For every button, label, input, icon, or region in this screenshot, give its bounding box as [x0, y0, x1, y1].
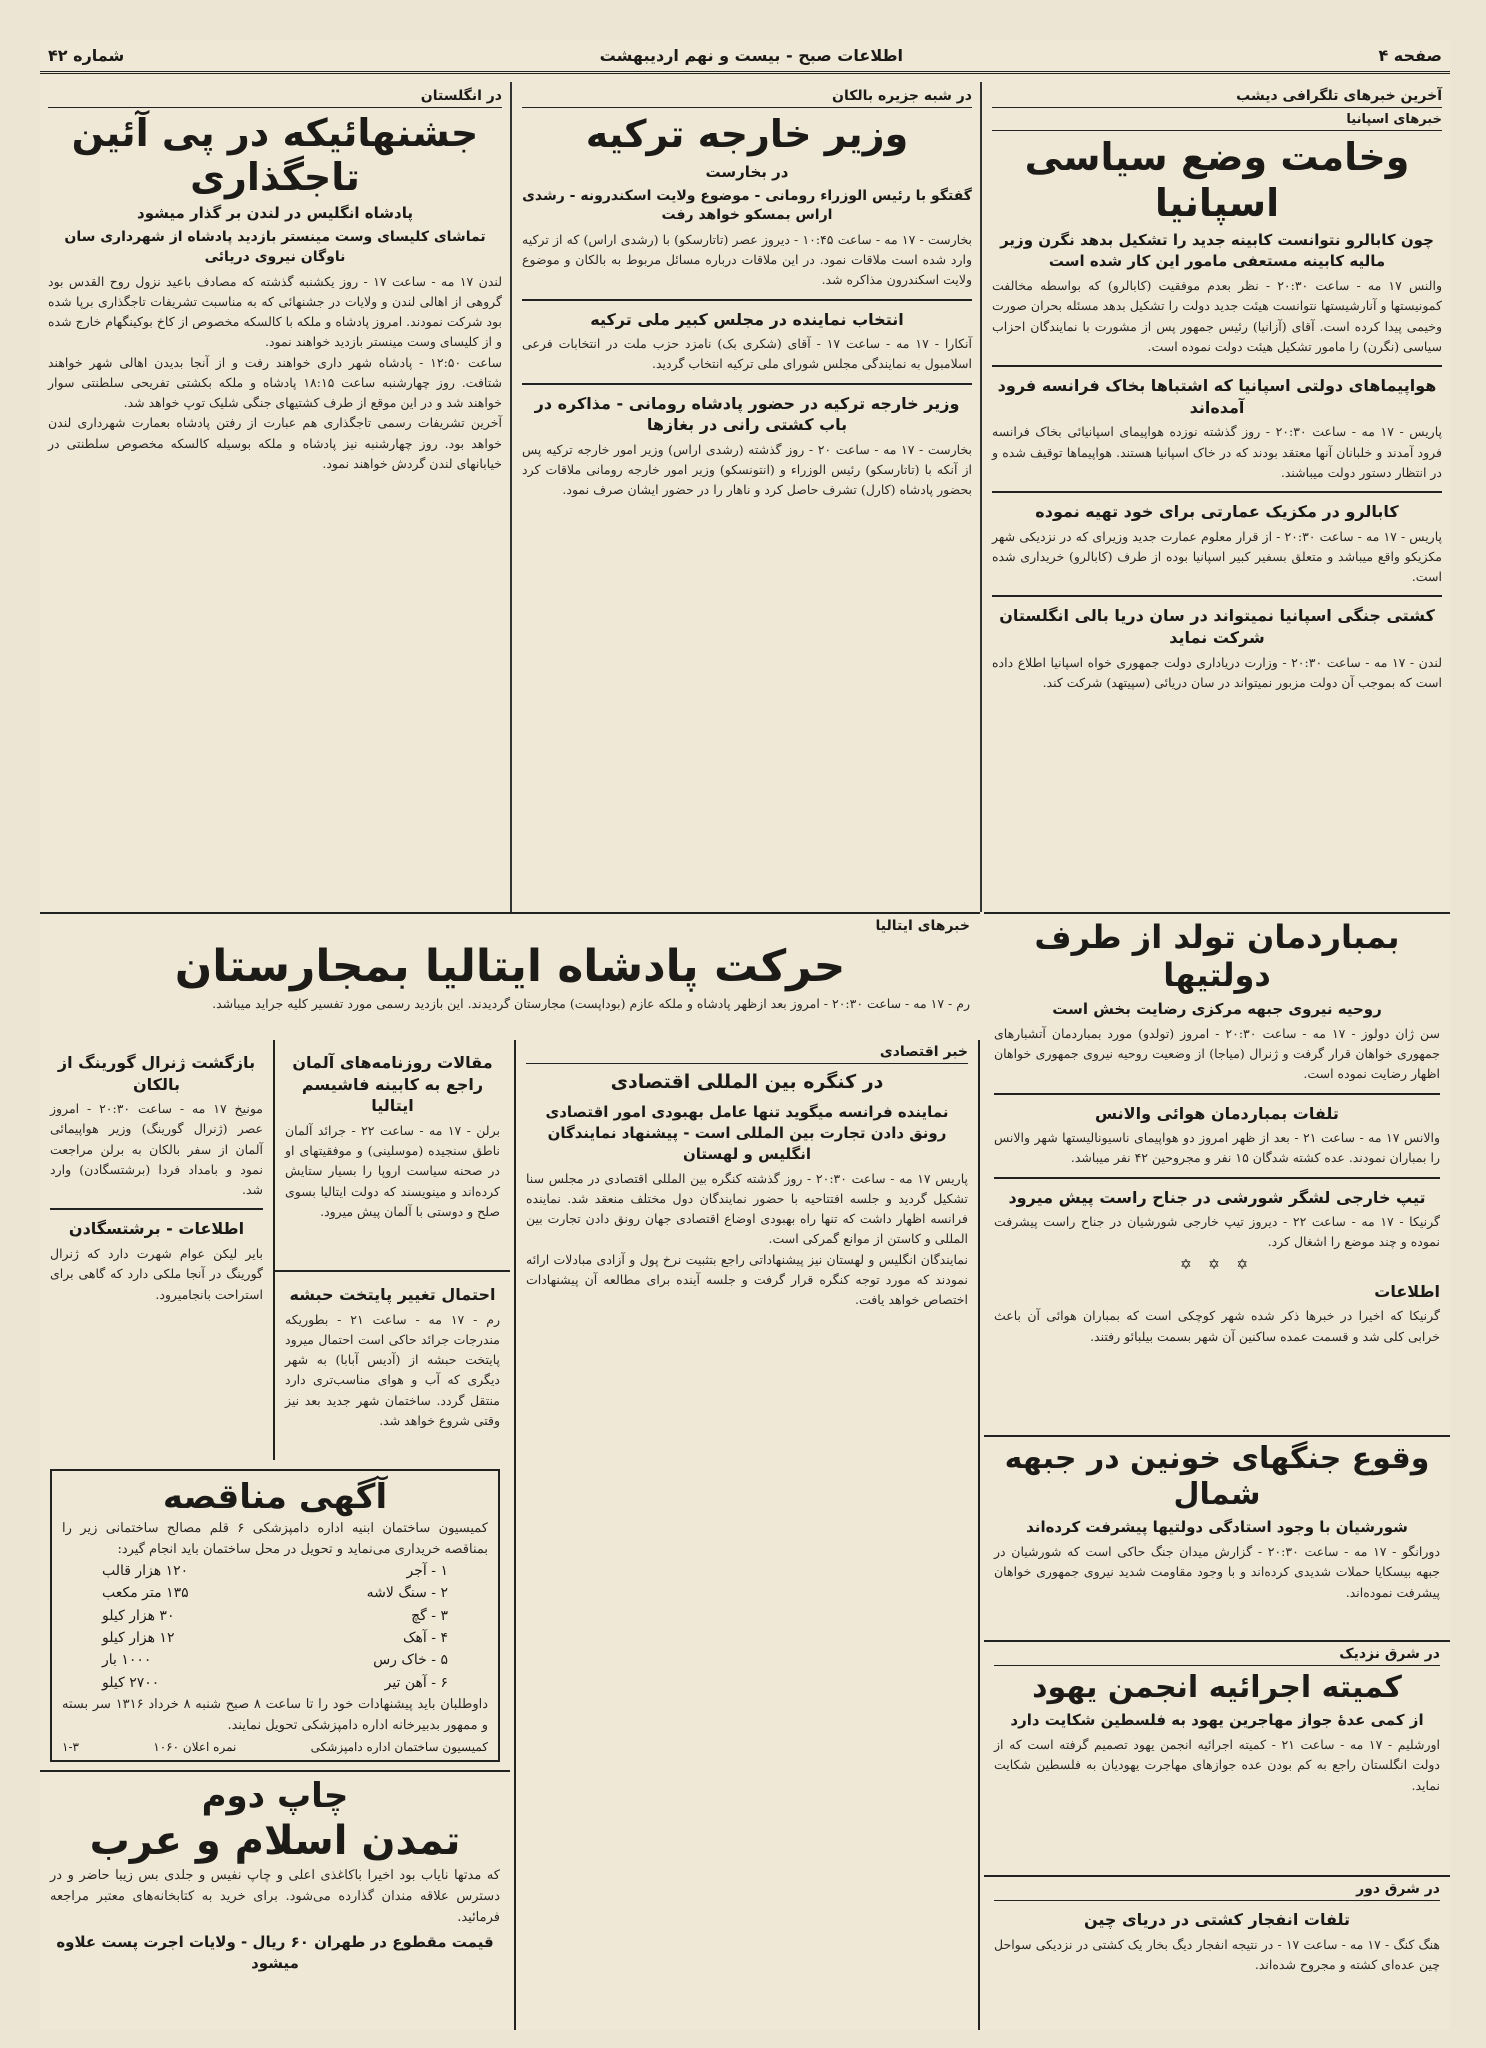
article-body: ساعت ۱۲:۵۰ - پادشاه شهر داری خواهند رفت و از آنجا بدیدن اهالی شهر خواهند شتافت. روز چهارشنبه ساعت ۱۸:۱۵ پادشاه و ملکه بکشتی تفریحی سلطنتی سوار خواهند شد و در این موقع از طرف کشتیهای جنگی شلیک توپ خواهد شد.: [48, 354, 502, 411]
divider: [994, 1177, 1440, 1179]
section-subtag: خبرهای اسپانیا: [992, 112, 1442, 131]
subheadline: شورشیان با وجود استادگی دولتیها پیشرفت کرده‌اند: [1026, 1518, 1408, 1536]
tender-item: ۴ - آهک ۱۲ هزار کیلو: [102, 1627, 448, 1649]
north-front-article: [984, 1435, 1450, 1635]
article-body: گرنیکا - ۱۷ مه - ساعت ۲۲ - دیروز تیپ خارجی شورشیان در جناح راست پیشرفت نموده و چند موضع را اشغال کرد.: [994, 1214, 1440, 1250]
article-body: رم - ۱۷ مه - ساعت ۲۱ - بطوریکه مندرجات جرائد حاکی است احتمال میرود پایتخت حبشه از (آدیس آبابا) به شهر دیگری که آب و هوای مناسب‌تری دارد منتقل گردد. ساختمان شهر جدید بعد نیز وقتی شروع خواهد شد.: [285, 1311, 501, 1428]
tender-ad: [40, 1465, 510, 1765]
article-headline: هواپیماهای دولتی اسپانیا که اشتباها بخاک فرانسه فرود آمده‌اند: [997, 376, 1437, 417]
article-headline: اطلاعات: [1374, 1281, 1440, 1301]
article-headline: احتمال تغییر پایتخت حبشه: [289, 1285, 496, 1304]
article-headline: تیپ خارجی لشگر شورشی در جناح راست پیش میرود: [1008, 1187, 1426, 1207]
article-headline: بازگشت ژنرال گورینگ از بالکان: [57, 1053, 256, 1094]
article-headline: اطلاعات - برشتسگادن: [68, 1219, 245, 1239]
tender-item-quantity: ۱۲ هزار کیلو: [102, 1630, 175, 1647]
tender-item-list: [62, 1560, 488, 1694]
article-body: بخارست - ۱۷ مه - ساعت ۱۰:۴۵ - دیروز عصر (تاتارسکو) با (رشدی اراس) که از ترکیه وارد شده است ملاقات نمود. در این ملاقات درباره مسائل مربوط به بالکان و موضوع ولایت اسکندرون مذاکره شد.: [522, 231, 973, 288]
tender-item: ۲ - سنگ لاشه ۱۳۵ متر مکعب: [102, 1582, 448, 1604]
tender-item-quantity: ۲۷۰۰ کیلو: [102, 1674, 160, 1691]
article-body: برلن - ۱۷ مه - ساعت ۲۲ - جرائد آلمان ناطق سنجیده (موسلینی) و موفقیتهای او در صحنه سیاست اروپا را بسیار ستایش کرده‌اند و مینویسند که دولت ایتالیا بسوی صلح و دوستی با آلمان پیش میرود.: [285, 1122, 500, 1219]
article-body: لندن ۱۷ مه - ساعت ۱۷ - روز یکشنبه گذشته که مصادف باعید نزول روح القدس بود گروهی از اهالی لندن و ولایات در جشنهائی که به مناسبت تشریفات تاجگذاری برپا شده بود شرکت نمودند. امروز پادشاه و ملکه با کالسکه مخصوص از کاخ بوکینگهام خارج شده و از کلیسای وست مینستر بازدید خواهند نمود.: [48, 273, 503, 350]
tender-item: ۵ - خاک رس ۱۰۰۰ بار: [102, 1649, 448, 1671]
tender-item-quantity: ۱۳۵ متر مکعب: [102, 1585, 189, 1602]
abyssinia-article: [275, 1270, 510, 1460]
tender-item-name: خاک رس: [373, 1652, 427, 1669]
tender-item-name: آهک: [403, 1630, 427, 1647]
column-divider: [980, 82, 982, 912]
book-ad-name: تمدن اسلام و عرب: [89, 1817, 461, 1864]
tender-signature: کمیسیون ساختمان اداره دامپزشکی: [310, 1740, 488, 1755]
article-body: رم - ۱۷ مه - ساعت ۲۰:۳۰ - امروز بعد ازظهر پادشاه و ملکه عازم (بوداپست) مجارستان گردیدند. این بازدید رسمی مورد تفسیر کلیه جراید میباشد.: [212, 995, 970, 1011]
subheadline: گفتگو با رئیس الوزراء رومانی - موضوع ولایت اسکندرونه - رشدی اراس بمسکو خواهد رفت: [522, 187, 972, 224]
article-body: سن ژان دولوز - ۱۷ مه - ساعت ۲۰:۳۰ - امروز (تولدو) مورد بمباردمان آتشبارهای جمهوری خواهان قرار گرفت و ژنرال (میاجا) از وضعیت روحیه نیروی جمهوری خواهان اظهار رضایت نموده است.: [994, 1025, 1441, 1082]
section-tag: در شرق دور: [994, 1881, 1440, 1901]
subheadline: نماینده فرانسه میگوید تنها عامل بهبودی امور اقتصادی رونق دادن تجارت بین المللی است - پیشنهاد نمایندگان انگلیس و لهستان: [545, 1102, 949, 1163]
article-headline: وزیر خارجه ترکیه در حضور پادشاه رومانی - مذاکره در باب کشتی رانی در بغازها: [534, 393, 960, 435]
book-ad-price: قیمت مقطوع در طهران ۶۰ ریال - ولایات اجرت پست علاوه میشود: [56, 1932, 494, 1972]
divider: [992, 491, 1442, 493]
turkey-column: [514, 82, 980, 1022]
subheadline: روحیه نیروی جبهه مرکزی رضایت بخش است: [1052, 999, 1382, 1018]
tender-item: ۳ - گچ ۳۰ هزار کیلو: [102, 1605, 448, 1627]
article-body: بخارست - ۱۷ مه - ساعت ۲۰ - روز گذشته (رشدی اراس) وزیر امور خارجه ترکیه پس از آنکه با (تاتارسکو) رئیس الوزراء و (انتونسکو) وزیر امور خارجه رومانی ملاقات کرد بحضور پادشاه (کارل) تشرف حاصل کرد و ناهار را در حضور ایشان صرف نمود.: [522, 441, 972, 498]
turkey-headline: وزیر خارجه ترکیه: [585, 112, 909, 156]
tender-item-number: ۱: [440, 1562, 448, 1579]
article-body: والنس ۱۷ مه - ساعت ۲۰:۳۰ - نظر بعدم موفقیت (کابالرو) که بواسطه مخالفت کمونیستها و آنارشیستها نتوانست هیئت جدید دولت را تشکیل بدهد مسئله بحران صورت وخیمی پیدا کرده است. آقای (آزانیا) رئیس جمهور پس از مشورت با نمایندگان احزاب سیاسی (نگرن) را مامور تشکیل هیئت دولت نموده است.: [992, 278, 1442, 354]
book-ad-body: که مدتها نایاب بود اخیرا باکاغذی اعلی و چاپ نفیس و جلدی بس زیبا حاضر و در دسترس علاقه مندان گذارده می‌شود. برای خرید به کتابخانه‌های معتبر مراجعه فرمائید.: [50, 1867, 500, 1925]
subheadline: در بخارست: [705, 162, 789, 181]
newspaper-page: [40, 40, 1450, 2030]
tender-intro: کمیسیون ساختمان ابنیه اداره دامپزشکی ۶ قلم مصالح ساختمانی زیر را بمناقصه خریداری می‌نماید و تحویل در محل ساختمان باید انجام گیرد:: [62, 1520, 488, 1557]
paper-date: اطلاعات صبح - بیست و نهم اردیبهشت: [599, 46, 904, 65]
far-east-article: [984, 1875, 1450, 2030]
tender-headline: آگهی مناقصه: [162, 1477, 388, 1517]
section-tag: در شرق نزدیک: [994, 1646, 1440, 1666]
divider: [50, 1208, 263, 1210]
near-east-article: [984, 1640, 1450, 1870]
article-body: بایر لیکن عوام شهرت دارد که ژنرال گورینگ در آنجا ملکی دارد که گاهی برای استراحت بانجامیرود.: [50, 1246, 263, 1302]
article-body: والانس ۱۷ مه - ساعت ۲۱ - بعد از ظهر امروز دو هواپیمای ناسیونالیستها شهر والانس را بمباران نمودند. عده کشته شدگان ۱۵ نفر و مجروحین ۴۲ نفر میباشد.: [994, 1130, 1440, 1166]
section-tag: خبرهای ایتالیا: [875, 918, 970, 934]
england-headline: جشنهائیکه در پی آئین تاجگذاری: [71, 111, 479, 199]
section-tag: در شبه جزیره بالکان: [522, 88, 972, 108]
tender-item-name: آجر: [406, 1562, 427, 1579]
near-east-headline: کمیته اجرائیه انجمن یهود: [1032, 1670, 1402, 1705]
article-body: پاریس - ۱۷ مه - ساعت ۲۰:۳۰ - روز گذشته نوزده هواپیمای اسپانیائی بخاک فرانسه فرود آمدند و خلبانان آنها معتقد بودند که در خاک اسپانیا هستند. هواپیماها توقیف شده و در انتظار دستور دولت میباشند.: [992, 424, 1442, 480]
spain-headline: وخامت وضع سیاسی اسپانیا: [1024, 135, 1410, 225]
divider: [992, 595, 1442, 597]
tender-item-number: ۶: [440, 1674, 448, 1691]
article-headline: مقالات روزنامه‌های آلمان راجع به کابینه فاشیسم ایتالیا: [292, 1053, 493, 1116]
divider: [992, 365, 1442, 367]
tender-item: ۱ - آجر ۱۲۰ هزار قالب: [102, 1560, 448, 1582]
tender-item-name: سنگ لاشه: [366, 1585, 427, 1602]
tender-item: ۶ - آهن تیر ۲۷۰۰ کیلو: [102, 1672, 448, 1694]
page-label: صفحه ۴: [1378, 46, 1442, 65]
tender-ref: نمره اعلان ۱۰۶۰: [153, 1740, 237, 1755]
article-body: لندن - ۱۷ مه - ساعت ۲۰:۳۰ - وزارت دریاداری دولت جمهوری خواه اسپانیا اطلاع داده است که بموجب آن دولت مزبور نمیتواند در سان دریائی (سپیتهد) شرکت کند.: [992, 654, 1443, 690]
tender-box: [50, 1469, 500, 1762]
tender-count: ۱-۳: [62, 1740, 79, 1755]
book-ad-title: چاپ دوم: [201, 1776, 349, 1816]
divider: [522, 383, 972, 385]
section-tag: خبر اقتصادی: [526, 1044, 968, 1064]
north-headline: وقوع جنگهای خونین در جبهه شمال: [1004, 1441, 1430, 1512]
column-divider: [510, 82, 512, 912]
article-body: هنگ کنگ - ۱۷ مه - ساعت ۱۷ - در نتیجه انفجار دیگ بخار یک کشتی در نزدیکی سواحل چین عده‌ای کشته و مجروح شده‌اند.: [994, 1936, 1441, 1972]
tender-item-quantity: ۳۰ هزار کیلو: [102, 1607, 175, 1624]
england-column: [40, 82, 510, 912]
tender-item-quantity: ۱۰۰۰ بار: [102, 1652, 152, 1669]
tender-item-quantity: ۱۲۰ هزار قالب: [102, 1562, 189, 1579]
economy-article: [514, 1040, 980, 2030]
article-body: اورشلیم - ۱۷ مه - ساعت ۲۱ - کمیته اجرائیه انجمن یهود تصمیم گرفته است که از دولت انگلستان راجع به کم بودن عده جوازهای مهاجرت یهودیان به فلسطین شکایت نماید.: [994, 1737, 1441, 1793]
article-body: پاریس - ۱۷ مه - ساعت ۲۰:۳۰ - از قرار معلوم عمارت جدید وزیرای که در نزدیکی شهر مکزیکو واقع میباشد و متعلق بسفیر کبیر اسپانیا بوده از طرف (کابالرو) خریداری شده است.: [992, 528, 1442, 585]
article-body: مونیخ ۱۷ مه - ساعت ۲۰:۳۰ - امروز عصر (ژنرال گورینگ) وزیر هواپیمائی آلمان از سفر بالکان به برلن مراجعت نمود و بامداد فردا (برشتسگادن) وارد شد.: [50, 1101, 264, 1198]
bombardment-article: [984, 912, 1450, 1432]
tender-item-number: ۳: [440, 1607, 448, 1624]
spain-subheadline: چون کابالرو نتوانست کابینه جدید را تشکیل بدهد نگرن وزیر مالیه کابینه مستعفی مامور این کار شده است: [1000, 231, 1434, 271]
divider: [994, 1093, 1440, 1095]
article-body: آنکارا - ۱۷ مه - ساعت ۱۷ - آقای (شکری بک) نامزد حزب ملت در انتخابات فرعی اسلامبول به نمایندگی مجلس شورای ملی ترکیه انتخاب گردید.: [522, 336, 973, 372]
article-headline: تلفات انفجار کشتی در دریای چین: [1083, 1910, 1351, 1929]
tender-item-number: ۲: [440, 1585, 448, 1602]
tender-item-name: گچ: [411, 1607, 427, 1624]
italy-headline: حرکت پادشاه ایتالیا بمجارستان: [174, 941, 846, 992]
goring-article: [40, 1040, 275, 1460]
italy-article: [40, 912, 980, 1032]
masthead: [40, 40, 1450, 74]
article-headline: کشتی جنگی اسپانیا نمیتواند در سان دریا بالی انگلستان شرکت نماید: [999, 606, 1435, 648]
subheadline: پادشاه انگلیس در لندن بر گذار میشود: [137, 204, 413, 223]
article-body: نمایندگان انگلیس و لهستان نیز پیشنهاداتی راجع بتثبیت نرخ پول و آزادی مبادلات ارائه نمودند که مورد توجه کنگره قرار گرفت و جلسه آینده برای مطالعه آن پیشنهادات اختصاص خواهد یافت.: [526, 1251, 968, 1308]
article-headline: کابالرو در مکزیک عمارتی برای خود تهیه نموده: [1035, 502, 1399, 522]
article-body: گرنیکا که اخیرا در خبرها ذکر شده شهر کوچکی است که بمباران هوائی آن باعث خرابی کلی شد و قسمت عمده ساکنین آن شهر بسمت بیلبائو رفتند.: [994, 1308, 1440, 1344]
article-headline: انتخاب نماینده در مجلس کبیر ملی ترکیه: [590, 309, 904, 329]
article-headline: تلفات بمباردمان هوائی والانس: [1095, 1103, 1339, 1123]
book-ad: [40, 1770, 510, 2030]
tender-item-name: آهن تیر: [384, 1674, 427, 1691]
section-tag: آخرین خبرهای تلگرافی دیشب: [992, 88, 1442, 108]
article-body: آخرین تشریفات رسمی تاجگذاری هم عبارت از رفتن پادشاه بعمارت شهرداری لندن خواهد بود. روز چهارشنبه نیز پادشاه و ملکه بوسیله کالسکه مخصوص سلطنتی در خیابانهای لندن گردش خواهند نمود.: [48, 415, 502, 471]
tender-item-number: ۴: [440, 1630, 448, 1647]
issue-number: شماره ۴۲: [48, 46, 125, 65]
section-tag: در انگلستان: [48, 88, 502, 108]
article-body: دورانگو - ۱۷ مه - ساعت ۲۰:۳۰ - گزارش میدان جنگ حاکی است که شورشیان در جبهه بیسکایا حملات شدیدی کرده‌اند و با وجود مقاومت شدید نیروی جمهوری خواهان پیشرفت نموده‌اند.: [994, 1544, 1441, 1600]
tender-footer: داوطلبان باید پیشنهادات خود را تا ساعت ۸ صبح شنبه ۸ خرداد ۱۳۱۶ سر بسته و ممهور بدبیرخانه اداره دامپزشکی تحویل نمایند.: [62, 1697, 488, 1734]
tender-item-number: ۵: [440, 1652, 448, 1669]
economy-headline: در کنگره بین المللی اقتصادی: [610, 1071, 884, 1093]
subheadline: از کمی عدۀ جواز مهاجرین یهود به فلسطین شکایت دارد: [1010, 1711, 1424, 1729]
divider: [522, 299, 972, 301]
spain-column: [984, 82, 1450, 912]
article-body: پاریس ۱۷ مه - ساعت ۲۰:۳۰ - روز گذشته کنگره بین المللی اقتصادی در مجلس سنا تشکیل گردید و جلسه افتتاحیه با حضور نمایندگان دول مختلف منعقد شد. نماینده فرانسه اظهار داشت که تنها راه بهبودی اوضاع اقتصادی جهان رونق دادن تجارت بین المللی و کاستن از موانع گمرکی است.: [526, 1170, 969, 1247]
bombardment-headline: بمباردمان تولد از طرف دولتیها: [1034, 918, 1400, 995]
subheadline: تماشای کلیسای وست مینستر بازدید پادشاه از شهرداری سان ناوگان نیروی دریائی: [64, 229, 486, 265]
ornament: ✡ ✡ ✡: [1179, 1256, 1255, 1273]
german-press-article: [275, 1040, 510, 1270]
